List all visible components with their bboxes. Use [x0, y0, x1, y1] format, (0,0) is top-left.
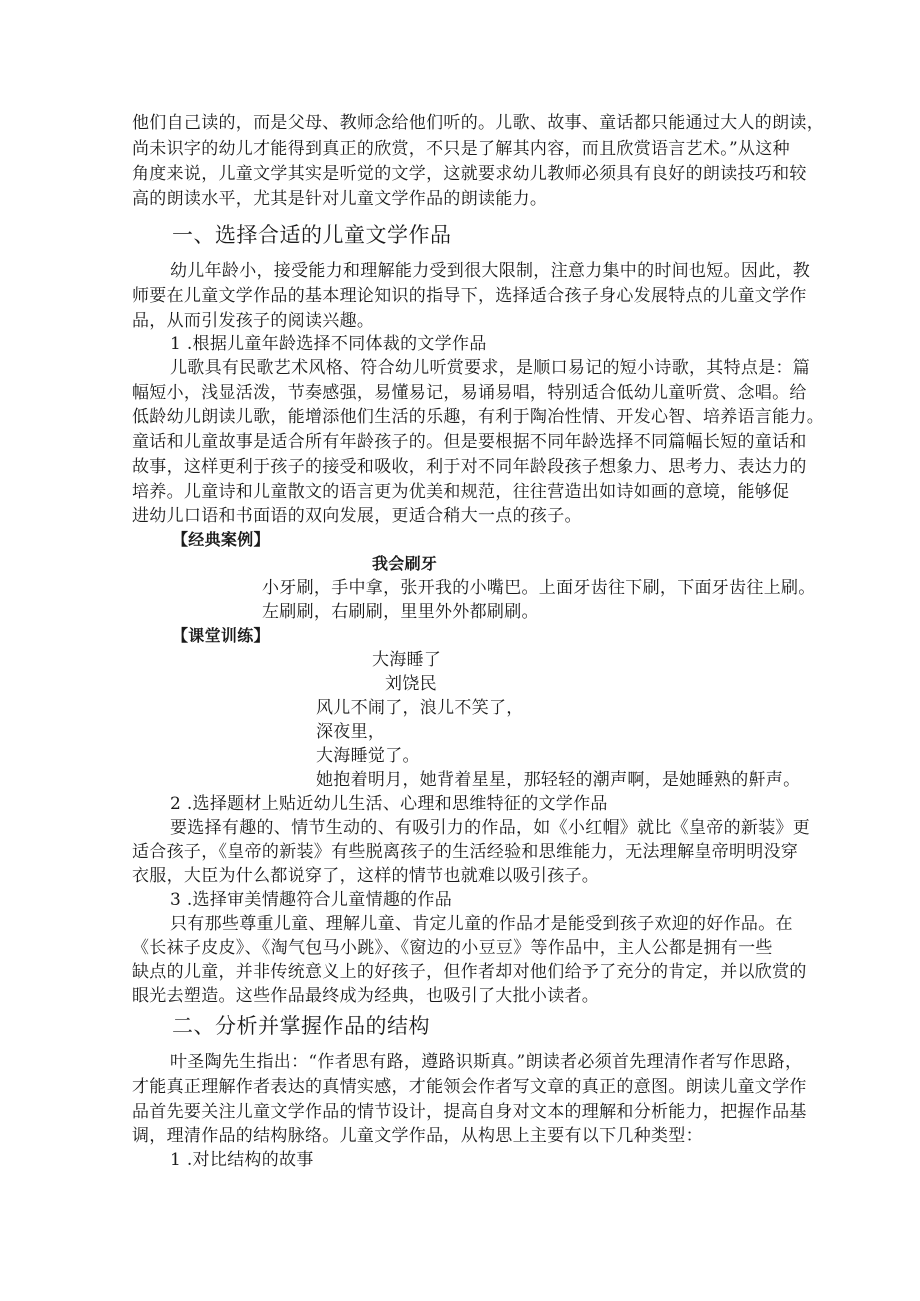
- paragraph-line: 品首先要关注儿童文学作品的情节设计，提高自身对文本的理解和分析能力，把握作品基: [132, 1102, 807, 1122]
- intro-line: 高的朗读水平，尤其是针对儿童文学作品的朗读能力。: [132, 189, 548, 209]
- poem-line: 风儿不闹了，浪儿不笑了，: [316, 698, 524, 718]
- paragraph-line: 适合孩子，《皇帝的新装》有些脱离孩子的生活经验和思维能力，无法理解皇帝明明没穿: [132, 842, 799, 862]
- paragraph-line: 品，从而引发孩子的阅读兴趣。: [132, 311, 375, 331]
- paragraph-line: 才能真正理解作者表达的真情实感，才能领会作者写文章的真正的意图。朗读儿童文学作: [132, 1077, 807, 1097]
- poem-title: 大海睡了: [372, 650, 442, 670]
- poem-line: 大海睡觉了。: [316, 746, 420, 766]
- intro-line: 角度来说，儿童文学其实是听觉的文学，这就要求幼儿教师必须具有良好的朗读技巧和较: [132, 164, 807, 184]
- subsection-title: 2 .选择题材上贴近幼儿生活、心理和思维特征的文学作品: [170, 794, 608, 814]
- paragraph-line: 幼儿年龄小，接受能力和理解能力受到很大限制，注意力集中的时间也短。因此，教: [170, 261, 811, 281]
- training-label: 【课堂训练】: [172, 626, 270, 645]
- intro-line: 尚未识字的幼儿才能得到真正的欣赏，不只是了解其内容，而且欣赏语言艺术。”从这种: [132, 139, 790, 159]
- paragraph-line: 《长袜子皮皮》、《淘气包马小跳》、《窗边的小豆豆》等作品中，主人公都是拥有一些: [132, 938, 773, 958]
- paragraph-line: 叶圣陶先生指出：“作者思有路，遵路识斯真。”朗读者必须首先理清作者写作思路，: [170, 1052, 803, 1072]
- poem-line: 深夜里，: [316, 722, 386, 742]
- case-title: 我会刷牙: [372, 554, 438, 573]
- section-heading: 一、选择合适的儿童文学作品: [172, 223, 452, 247]
- paragraph-line: 低龄幼儿朗读儿歌，能增添他们生活的乐趣，有利于陶冶性情、开发心智、培养语言能力。: [132, 407, 824, 427]
- paragraph-line: 幅短小，浅显活泼，节奏感强，易懂易记，易诵易唱，特别适合低幼儿童听赏、念唱。给: [132, 383, 807, 403]
- subsection-title: 3 .选择审美情趣符合儿童情趣的作品: [170, 890, 453, 910]
- case-label: 【经典案例】: [172, 530, 270, 549]
- poem-line: 小牙刷，手中拿，张开我的小嘴巴。上面牙齿往下刷，下面牙齿往上刷。: [262, 578, 816, 598]
- paragraph-line: 师要在儿童文学作品的基本理论知识的指导下，选择适合孩子身心发展特点的儿童文学作: [132, 286, 807, 306]
- subsection-title: 1 .根据儿童年龄选择不同体裁的文学作品: [170, 334, 487, 354]
- paragraph-line: 童话和儿童故事是适合所有年龄孩子的。但是要根据不同年龄选择不同篇幅长短的童话和: [132, 432, 807, 452]
- paragraph-line: 儿歌具有民歌艺术风格、符合幼儿听赏要求，是顺口易记的短小诗歌，其特点是：篇: [170, 358, 811, 378]
- paragraph-line: 要选择有趣的、情节生动的、有吸引力的作品，如《小红帽》就比《皇帝的新装》更: [170, 818, 811, 838]
- poem-author: 刘饶民: [385, 674, 437, 694]
- paragraph-line: 缺点的儿童，并非传统意义上的好孩子，但作者却对他们给予了充分的肯定，并以欣赏的: [132, 962, 807, 982]
- intro-line: 他们自己读的，而是父母、教师念给他们听的。儿歌、故事、童话都只能通过大人的朗读，: [132, 113, 824, 133]
- subsection-title: 1 .对比结构的故事: [170, 1150, 314, 1170]
- paragraph-line: 眼光去塑造。这些作品最终成为经典，也吸引了大批小读者。: [132, 986, 600, 1006]
- paragraph-line: 衣服，大臣为什么都说穿了，这样的情节也就难以吸引孩子。: [132, 866, 600, 886]
- poem-line: 左刷刷，右刷刷，里里外外都刷刷。: [262, 602, 539, 622]
- paragraph-line: 只有那些尊重儿童、理解儿童、肯定儿童的作品才是能受到孩子欢迎的好作品。在: [170, 914, 793, 934]
- section-heading: 二、分析并掌握作品的结构: [172, 1014, 430, 1038]
- paragraph-line: 调，理清作品的结构脉络。儿童文学作品，从构思上主要有以下几种类型：: [132, 1126, 703, 1146]
- paragraph-line: 进幼儿口语和书面语的双向发展，更适合稍大一点的孩子。: [132, 506, 582, 526]
- paragraph-line: 培养。儿童诗和儿童散文的语言更为优美和规范，往往营造出如诗如画的意境，能够促: [132, 482, 790, 502]
- poem-line: 她抱着明月，她背着星星，那轻轻的潮声啊，是她睡熟的鼾声。: [316, 770, 801, 790]
- paragraph-line: 故事，这样更利于孩子的接受和吸收，利于对不同年龄段孩子想象力、思考力、表达力的: [132, 457, 807, 477]
